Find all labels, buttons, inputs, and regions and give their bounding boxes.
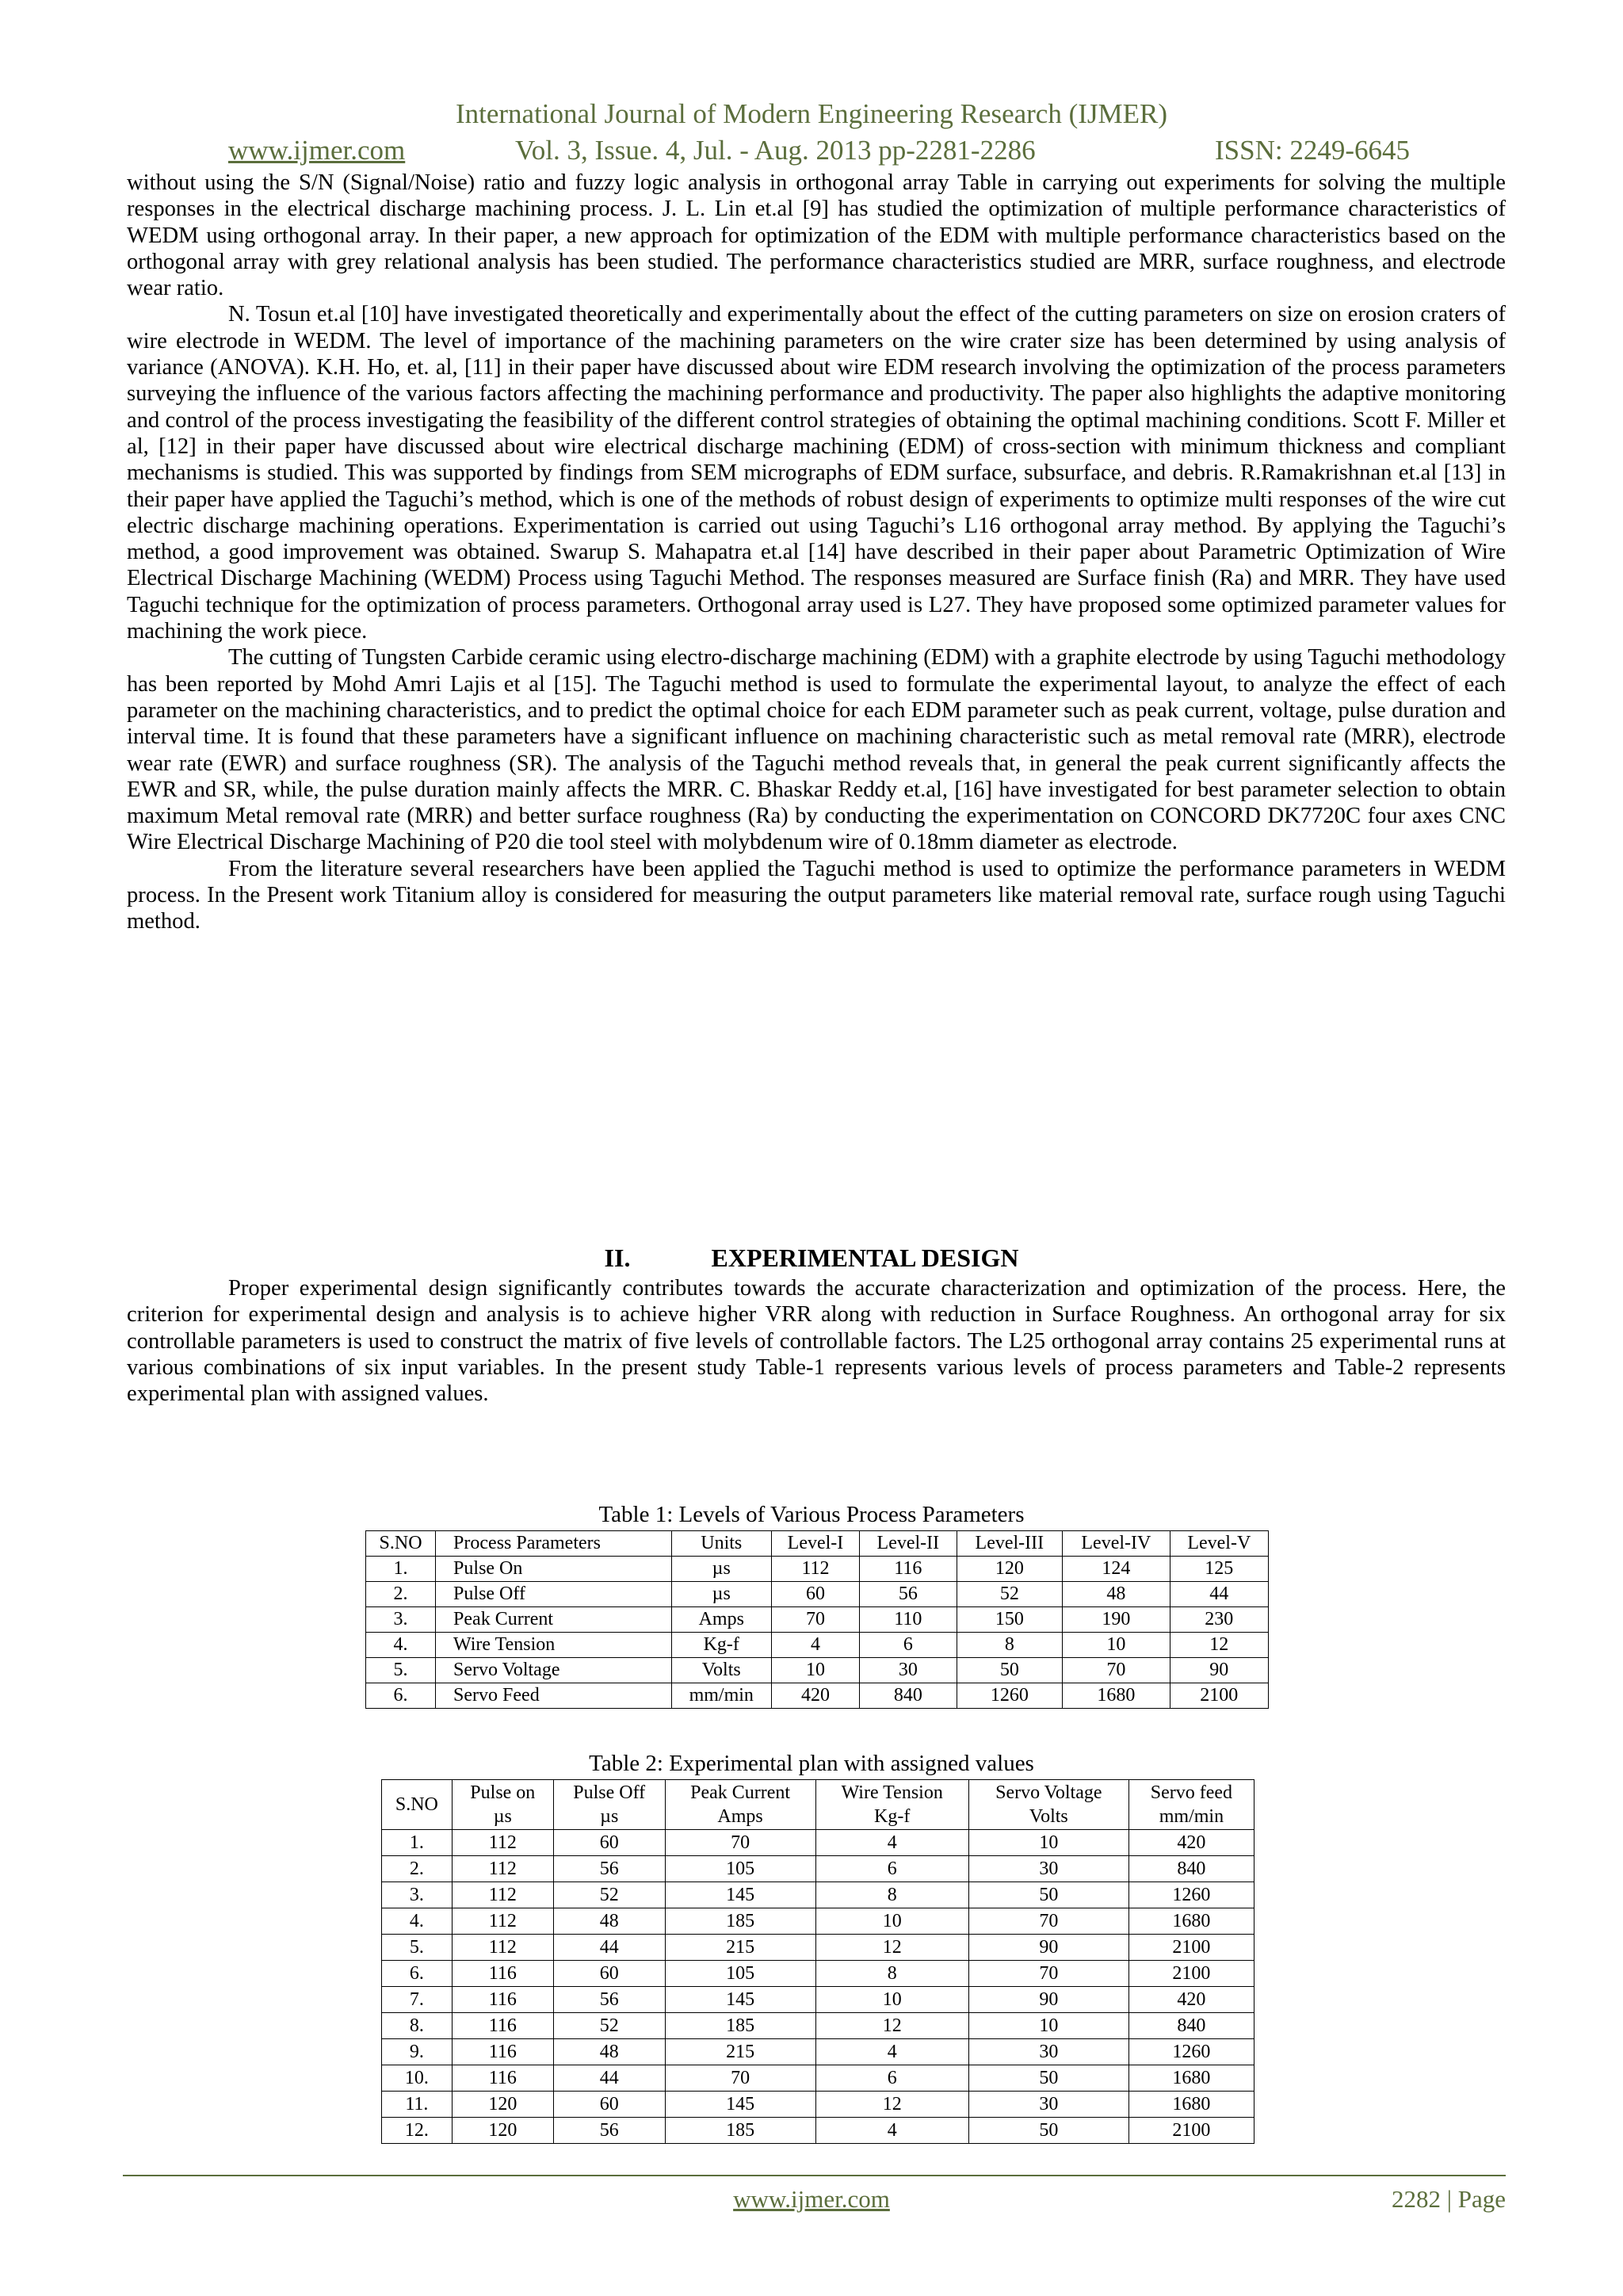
footer-divider — [123, 2175, 1506, 2176]
table-cell: 60 — [553, 1830, 665, 1856]
table-cell: 420 — [1128, 1987, 1254, 2013]
table-cell: 60 — [553, 1961, 665, 1987]
table-cell: 112 — [771, 1557, 859, 1582]
table-cell: 30 — [968, 2092, 1128, 2118]
header-line1: S.NO — [395, 1794, 438, 1815]
header-line2: Kg-f — [874, 1806, 911, 1827]
table-cell: 2100 — [1128, 1961, 1254, 1987]
paragraph-1: without using the S/N (Signal/Noise) ratio and fuzzy logic analysis in orthogonal array Table in carrying out experiments for solving the multiple responses in the electrical discharge machining process. J. L. Lin et.al [9] has studied the optimization of multiple performance characteristics of WEDM using orthogonal array. In their paper, a new approach for optimization of the EDM with multiple performance characteristics based on the orthogonal array with grey relational analysis has been studied. The performance characteristics studied are MRR, surface roughness, and electrode wear ratio. — [127, 170, 1506, 301]
table-cell: 4. — [382, 1908, 453, 1935]
table-row — [366, 1582, 1269, 1607]
header-line2: µs — [493, 1806, 512, 1827]
table-cell: 10 — [968, 2013, 1128, 2039]
table-cell: 4 — [815, 2039, 968, 2065]
table-cell: 105 — [665, 1856, 815, 1882]
table-cell: 2100 — [1170, 1683, 1268, 1709]
table1-header-cell: Level-V — [1170, 1531, 1268, 1557]
table-cell: Amps — [671, 1607, 771, 1633]
table-cell: 48 — [553, 1908, 665, 1935]
table-cell: 52 — [553, 2013, 665, 2039]
table-row — [366, 1633, 1269, 1658]
table-cell: 8 — [815, 1961, 968, 1987]
table-cell: 8 — [957, 1633, 1063, 1658]
table2-header-cell — [1128, 1780, 1254, 1830]
table-cell: 6. — [366, 1683, 436, 1709]
table-cell: 12 — [815, 1935, 968, 1961]
table-cell: µs — [671, 1557, 771, 1582]
table-cell: 4. — [366, 1633, 436, 1658]
table-cell: 1260 — [1128, 1882, 1254, 1908]
table-cell: 185 — [665, 1908, 815, 1935]
table-cell: 6 — [860, 1633, 957, 1658]
table-cell: 30 — [860, 1658, 957, 1683]
table1-caption: Table 1: Levels of Various Process Parameters — [598, 1502, 1025, 1527]
table-cell: 12 — [815, 2092, 968, 2118]
table1-header-cell: Level-I — [771, 1531, 859, 1557]
section-paragraph-1: Proper experimental design significantly contributes towards the accurate characterization and optimization of the process. Here, the criterion for experimental design and analysis is to achieve higher VRR along with reduction in Surface Roughness. An orthogonal array for six controllable parameters is used to construct the matrix of five levels of controllable factors. The L25 orthogonal array contains 25 experimental runs at various combinations of six input variables. In the present study Table-1 represents various levels of process parameters and Table-2 represents experimental plan with assigned values. — [127, 1276, 1506, 1407]
table-cell: 3. — [382, 1882, 453, 1908]
table-cell: 112 — [452, 1935, 553, 1961]
table-cell: Volts — [671, 1658, 771, 1683]
header-line1: Pulse Off — [573, 1782, 646, 1803]
table-cell: 90 — [968, 1987, 1128, 2013]
table-cell: 120 — [452, 2118, 553, 2144]
table-row — [382, 2118, 1254, 2144]
table-cell: 52 — [957, 1582, 1063, 1607]
table-row — [382, 1882, 1254, 1908]
table-cell: 10 — [771, 1658, 859, 1683]
table-cell: 185 — [665, 2118, 815, 2144]
footer-url-link[interactable]: www.ijmer.com — [733, 2185, 890, 2213]
table-cell: 125 — [1170, 1557, 1268, 1582]
table-cell: 215 — [665, 1935, 815, 1961]
table-cell: 1260 — [957, 1683, 1063, 1709]
table-cell: 4 — [815, 2118, 968, 2144]
table-cell: 50 — [968, 1882, 1128, 1908]
table-cell: 215 — [665, 2039, 815, 2065]
table-cell: 116 — [452, 2065, 553, 2092]
table-cell: 50 — [957, 1658, 1063, 1683]
table-row — [382, 2039, 1254, 2065]
table-cell: Servo Voltage — [436, 1658, 672, 1683]
table-cell: 840 — [860, 1683, 957, 1709]
table-cell: 110 — [860, 1607, 957, 1633]
table-cell: 52 — [553, 1882, 665, 1908]
page-number: 2282 | Page — [1392, 2185, 1506, 2213]
table-row — [382, 1908, 1254, 1935]
table-cell: 112 — [452, 1908, 553, 1935]
table-cell: 4 — [815, 1830, 968, 1856]
table-cell: 8 — [815, 1882, 968, 1908]
table-cell: 112 — [452, 1882, 553, 1908]
table-row — [366, 1557, 1269, 1582]
table-cell: 185 — [665, 2013, 815, 2039]
table1 — [365, 1530, 1269, 1709]
table2-header-cell — [815, 1780, 968, 1830]
table-cell: Pulse On — [436, 1557, 672, 1582]
header-line1: Servo Voltage — [995, 1782, 1102, 1803]
table-cell: 6. — [382, 1961, 453, 1987]
table-cell: 70 — [665, 2065, 815, 2092]
table-cell: 145 — [665, 1987, 815, 2013]
table2-caption: Table 2: Experimental plan with assigned values — [589, 1751, 1034, 1776]
table2-header-cell — [968, 1780, 1128, 1830]
table-cell: 10 — [1063, 1633, 1170, 1658]
table-cell: 105 — [665, 1961, 815, 1987]
paragraph-3: The cutting of Tungsten Carbide ceramic using electro-discharge machining (EDM) with a graphite electrode by using Taguchi methodology has been reported by Mohd Amri Lajis et al [15]. The Taguchi method is used to formulate the experimental layout, to analyze the effect of each parameter on the machining characteristics, and to predict the optimal choice for each EDM parameter such as peak current, voltage, pulse duration and interval time. It is found that these parameters have a significant influence on machining characteristic such as metal removal rate (MRR), electrode wear rate (EWR) and surface roughness (SR). The analysis of the Taguchi method reveals that, in general the peak current significantly affects the EWR and SR, while, the pulse duration mainly affects the MRR. C. Bhaskar Reddy et.al, [16] have investigated for best parameter selection to obtain maximum Metal removal rate (MRR) and better surface roughness (Ra) by conducting the experimentation on CONCORD DK7720C four axes CNC Wire Electrical Discharge Machining of P20 die tool steel with molybdenum wire of 0.18mm diameter as electrode. — [127, 645, 1506, 855]
table-cell: 12 — [815, 2013, 968, 2039]
table2-header-row — [382, 1780, 1254, 1830]
table-cell: 5. — [366, 1658, 436, 1683]
table2-header-cell — [665, 1780, 815, 1830]
table-cell: 70 — [771, 1607, 859, 1633]
table-cell: Wire Tension — [436, 1633, 672, 1658]
table1-header-cell: Level-III — [957, 1531, 1063, 1557]
table-cell: 10. — [382, 2065, 453, 2092]
table-cell: 120 — [452, 2092, 553, 2118]
table-cell: Pulse Off — [436, 1582, 672, 1607]
table-cell: 116 — [452, 1987, 553, 2013]
header-line2: mm/min — [1159, 1806, 1224, 1827]
table-row — [382, 2013, 1254, 2039]
table-cell: mm/min — [671, 1683, 771, 1709]
table-cell: Servo Feed — [436, 1683, 672, 1709]
table-cell: 10 — [815, 1987, 968, 2013]
table-row — [366, 1683, 1269, 1709]
table-cell: 116 — [860, 1557, 957, 1582]
table-cell: Peak Current — [436, 1607, 672, 1633]
table-cell: 9. — [382, 2039, 453, 2065]
table-cell: 420 — [1128, 1830, 1254, 1856]
table-cell: 60 — [771, 1582, 859, 1607]
table-cell: 1680 — [1128, 1908, 1254, 1935]
table-cell: 116 — [452, 2013, 553, 2039]
table-row — [366, 1658, 1269, 1683]
header-line2: µs — [600, 1806, 619, 1827]
table-cell: 2100 — [1128, 2118, 1254, 2144]
body-text — [127, 170, 1506, 935]
table-cell: 56 — [553, 1856, 665, 1882]
table-cell: 1680 — [1128, 2065, 1254, 2092]
table-cell: 48 — [1063, 1582, 1170, 1607]
table-cell: 230 — [1170, 1607, 1268, 1633]
table-cell: 10 — [815, 1908, 968, 1935]
header-line2: Amps — [717, 1806, 763, 1827]
table-cell: 190 — [1063, 1607, 1170, 1633]
table-cell: 145 — [665, 2092, 815, 2118]
table1-header-row — [366, 1531, 1269, 1557]
table-cell: 6 — [815, 2065, 968, 2092]
table-cell: 11. — [382, 2092, 453, 2118]
section-body — [127, 1275, 1506, 1407]
table-cell: 7. — [382, 1987, 453, 2013]
section-number: II. — [604, 1244, 631, 1272]
table1-header-cell: Units — [671, 1531, 771, 1557]
volume-info: Vol. 3, Issue. 4, Jul. - Aug. 2013 pp-2281-2286 — [515, 135, 1036, 166]
table-cell: 120 — [957, 1557, 1063, 1582]
table-cell: 840 — [1128, 1856, 1254, 1882]
issn-info: ISSN: 2249-6645 — [1215, 135, 1410, 166]
table-cell: 70 — [1063, 1658, 1170, 1683]
table1-header-cell: Level-II — [860, 1531, 957, 1557]
header-line1: Peak Current — [690, 1782, 791, 1803]
table-cell: 12 — [1170, 1633, 1268, 1658]
table-cell: 44 — [553, 1935, 665, 1961]
table-cell: 1680 — [1128, 2092, 1254, 2118]
table-cell: 1680 — [1063, 1683, 1170, 1709]
table-cell: 10 — [968, 1830, 1128, 1856]
header-line2: Volts — [1029, 1806, 1068, 1827]
table-cell: 50 — [968, 2065, 1128, 2092]
table-cell: 420 — [771, 1683, 859, 1709]
table-cell: 48 — [553, 2039, 665, 2065]
table-cell: 116 — [452, 1961, 553, 1987]
table-cell: 60 — [553, 2092, 665, 2118]
table-row — [382, 1935, 1254, 1961]
table-cell: 44 — [1170, 1582, 1268, 1607]
journal-title: International Journal of Modern Engineering Research (IJMER) — [455, 98, 1168, 129]
table-cell: 50 — [968, 2118, 1128, 2144]
table2-header-cell — [382, 1780, 453, 1830]
journal-meta — [0, 133, 1623, 168]
table-cell: 2. — [366, 1582, 436, 1607]
table-row — [382, 1856, 1254, 1882]
table-cell: 56 — [860, 1582, 957, 1607]
table-cell: 90 — [968, 1935, 1128, 1961]
table1-header-cell: Level-IV — [1063, 1531, 1170, 1557]
table-row — [382, 1961, 1254, 1987]
header-line1: Servo feed — [1150, 1782, 1233, 1803]
table-cell: 145 — [665, 1882, 815, 1908]
header-line1: Wire Tension — [841, 1782, 943, 1803]
table-cell: 2100 — [1128, 1935, 1254, 1961]
paragraph-2: N. Tosun et.al [10] have investigated theoretically and experimentally about the effect of the cutting parameters on size on erosion craters of wire electrode in WEDM. The level of importance of the machining parameters on the wire crater size has been determined by using analysis of variance (ANOVA). K.H. Ho, et. al, [11] in their paper have discussed about wire EDM research involving the optimization of the process parameters surveying the influence of the various factors affecting the machining performance and productivity. The paper also highlights the adaptive monitoring and control of the process investigating the feasibility of the different control strategies of obtaining the optimal machining conditions. Scott F. Miller et al, [12] in their paper have discussed about wire electrical discharge machining (EDM) of cross-section with minimum thickness and compliant mechanisms is studied. This was supported by findings from SEM micrographs of EDM surface, subsurface, and debris. R.Ramakrishnan et.al [13] in their paper have applied the Taguchi’s method, which is one of the methods of robust design of experiments to optimize multi responses of the wire cut electric discharge machining operations. Experimentation is carried out using Taguchi’s L16 orthogonal array method. By applying the Taguchi’s method, a good improvement was obtained. Swarup S. Mahapatra et.al [14] have described in their paper about Parametric Optimization of Wire Electrical Discharge Machining (WEDM) Process using Taguchi Method. The responses measured are Surface finish (Ra) and MRR. They have used Taguchi technique for the optimization of process parameters. Orthogonal array used is L27. They have proposed some optimized parameter values for machining the work piece. — [127, 302, 1506, 644]
section-heading — [0, 1242, 1623, 1274]
table-row — [382, 1987, 1254, 2013]
table-cell: 90 — [1170, 1658, 1268, 1683]
section-title: EXPERIMENTAL DESIGN — [711, 1244, 1019, 1272]
table-cell: 1260 — [1128, 2039, 1254, 2065]
table-cell: 3. — [366, 1607, 436, 1633]
table-cell: 2. — [382, 1856, 453, 1882]
table-cell: µs — [671, 1582, 771, 1607]
header-url-link[interactable]: www.ijmer.com — [228, 135, 406, 166]
paragraph-4: From the literature several researchers have been applied the Taguchi method is used to optimize the performance parameters in WEDM process. In the Present work Titanium alloy is considered for measuring the output parameters like material removal rate, surface rough using Taguchi method. — [127, 856, 1506, 934]
table-cell: 44 — [553, 2065, 665, 2092]
table-cell: 70 — [665, 1830, 815, 1856]
table-row — [382, 2092, 1254, 2118]
table-cell: 1. — [366, 1557, 436, 1582]
table-cell: 6 — [815, 1856, 968, 1882]
table-cell: 124 — [1063, 1557, 1170, 1582]
table-cell: Kg-f — [671, 1633, 771, 1658]
table-cell: 4 — [771, 1633, 859, 1658]
table-cell: 840 — [1128, 2013, 1254, 2039]
table-row — [366, 1607, 1269, 1633]
table2-header-cell — [553, 1780, 665, 1830]
table-cell: 112 — [452, 1830, 553, 1856]
table-cell: 56 — [553, 1987, 665, 2013]
table-row — [382, 2065, 1254, 2092]
table-cell: 116 — [452, 2039, 553, 2065]
table1-header-cell: S.NO — [366, 1531, 436, 1557]
table-cell: 12. — [382, 2118, 453, 2144]
table-cell: 112 — [452, 1856, 553, 1882]
table-cell: 56 — [553, 2118, 665, 2144]
table-row — [382, 1830, 1254, 1856]
table-cell: 70 — [968, 1908, 1128, 1935]
header-line1: Pulse on — [470, 1782, 536, 1803]
table-cell: 150 — [957, 1607, 1063, 1633]
table-cell: 70 — [968, 1961, 1128, 1987]
table-cell: 8. — [382, 2013, 453, 2039]
table-cell: 30 — [968, 1856, 1128, 1882]
table-cell: 5. — [382, 1935, 453, 1961]
table2-header-cell — [452, 1780, 553, 1830]
table1-header-cell: Process Parameters — [436, 1531, 672, 1557]
table-cell: 1. — [382, 1830, 453, 1856]
table2 — [381, 1779, 1254, 2144]
table-cell: 30 — [968, 2039, 1128, 2065]
